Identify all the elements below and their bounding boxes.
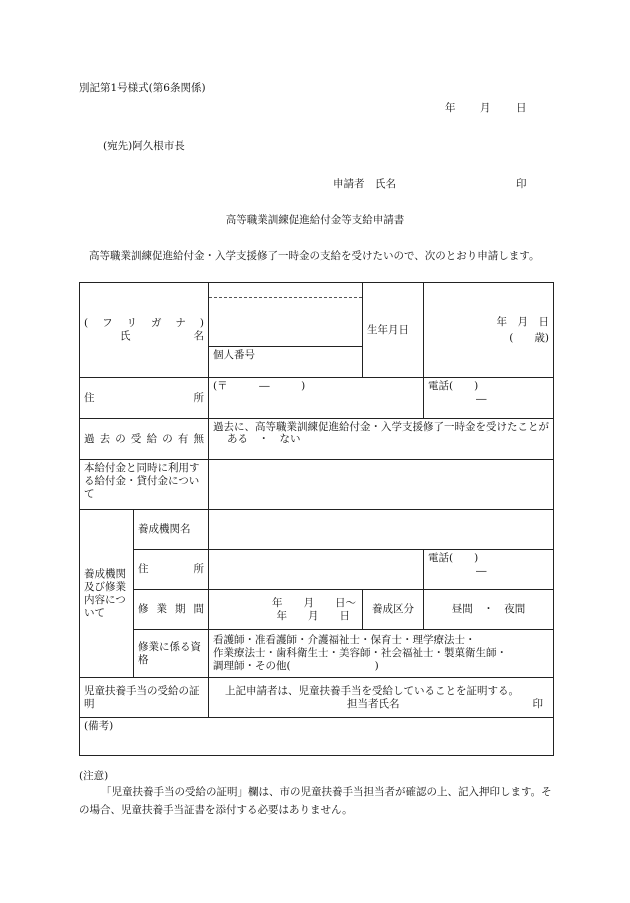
institution-name-label: 養成機関名 <box>134 510 209 550</box>
concurrent-input-cell[interactable] <box>209 460 554 510</box>
applicant-label: 申請者 氏名 <box>333 178 396 190</box>
phone-dash: ― <box>476 393 487 405</box>
name-label-cell <box>80 283 209 378</box>
phone-label: 電話( ) <box>428 380 479 392</box>
institution-address-input[interactable] <box>209 550 424 590</box>
date-month: 月 <box>480 102 491 114</box>
period-to: 年 月 日 <box>276 609 350 622</box>
address-input-cell[interactable] <box>209 378 424 419</box>
furigana-label: ( フ リ ガ ナ ) <box>84 317 204 329</box>
seal-mark: 印 <box>516 178 527 190</box>
period-label: 修 業 期 間 <box>138 603 204 615</box>
age-suffix: ( 歳) <box>509 332 549 344</box>
name-input-cell[interactable] <box>209 283 363 347</box>
birthdate-ymd: 年 月 日 <box>496 316 549 328</box>
institution-address-label-cell <box>134 550 209 590</box>
institution-name-input[interactable] <box>209 510 554 550</box>
past-receipt-options[interactable]: ある ・ ない <box>227 433 301 445</box>
phone-cell[interactable] <box>424 378 554 419</box>
address-label-cell <box>80 378 209 419</box>
application-form-table <box>79 282 554 756</box>
past-receipt-cell[interactable] <box>209 419 554 460</box>
period-cell[interactable] <box>209 590 363 630</box>
intro-text: 高等職業訓練促進給付金・入学支援修了一時金の支給を受けたいので、次のとおり申請します。 <box>89 250 540 262</box>
furigana-divider <box>209 297 362 298</box>
institution-phone-label: 電話( ) <box>428 552 479 564</box>
address-label: 住 所 <box>84 391 204 404</box>
child-allowance-label: 児童扶養手当の受給の証明 <box>80 678 209 718</box>
date-year: 年 <box>445 102 456 114</box>
qualification-label: 修業に係る資格 <box>134 630 209 678</box>
postal-code: (〒 ― ) <box>213 380 306 392</box>
personal-number-cell[interactable] <box>209 347 363 378</box>
period-label-cell <box>134 590 209 630</box>
institution-group-label: 養成機関及び修業内容について <box>80 510 134 678</box>
officer-seal-mark: 印 <box>532 697 543 710</box>
child-allowance-text: 上記申請者は、児童扶養手当を受給していることを証明する。 <box>225 684 519 697</box>
training-type-label: 養成区分 <box>363 590 424 630</box>
name-label: 氏 名 <box>120 330 204 342</box>
institution-phone-dash: ― <box>476 565 487 577</box>
institution-address-label: 住 所 <box>138 563 204 575</box>
qualification-list[interactable]: 看護師・准看護師・介護福祉士・保育士・理学療法士・ 作業療法士・歯科衛生士・美容師・社会福祉士・製菓衛生師・ 調理師・その他( ) <box>209 630 554 678</box>
document-title: 高等職業訓練促進給付金等支給申請書 <box>225 214 405 226</box>
remarks-cell[interactable] <box>80 718 554 756</box>
date-day: 日 <box>516 102 527 114</box>
past-receipt-label: 過 去 の 受 給 の 有 無 <box>84 432 204 445</box>
concurrent-label: 本給付金と同時に利用する給付金・貸付金について <box>80 460 209 510</box>
officer-name-label: 担当者氏名 <box>347 697 400 710</box>
notes-heading: (注意) <box>79 770 109 782</box>
personal-number-label: 個人番号 <box>213 349 255 361</box>
child-allowance-cell[interactable] <box>209 678 554 718</box>
addressee: (宛先)阿久根市長 <box>103 140 185 152</box>
institution-phone-cell[interactable] <box>424 550 554 590</box>
birthdate-cell[interactable] <box>424 283 554 378</box>
past-receipt-label-cell <box>80 419 209 460</box>
past-receipt-text: 過去に、高等職業訓練促進給付金・入学支援修了一時金を受けたことが <box>213 421 549 433</box>
birthdate-label: 生年月日 <box>363 283 424 378</box>
form-number: 別記第1号様式(第6条関係) <box>79 82 206 94</box>
training-type-options[interactable]: 昼間 ・ 夜間 <box>424 590 554 630</box>
remarks-label: (備考) <box>84 720 114 732</box>
period-from: 年 月 日〜 <box>272 596 356 609</box>
notes-text: 「児童扶養手当の受給の証明」欄は、市の児童扶養手当担当者が確認の上、記入押印します。その場合、児童扶養手当証書を添付する必要はありません。 <box>79 786 552 816</box>
